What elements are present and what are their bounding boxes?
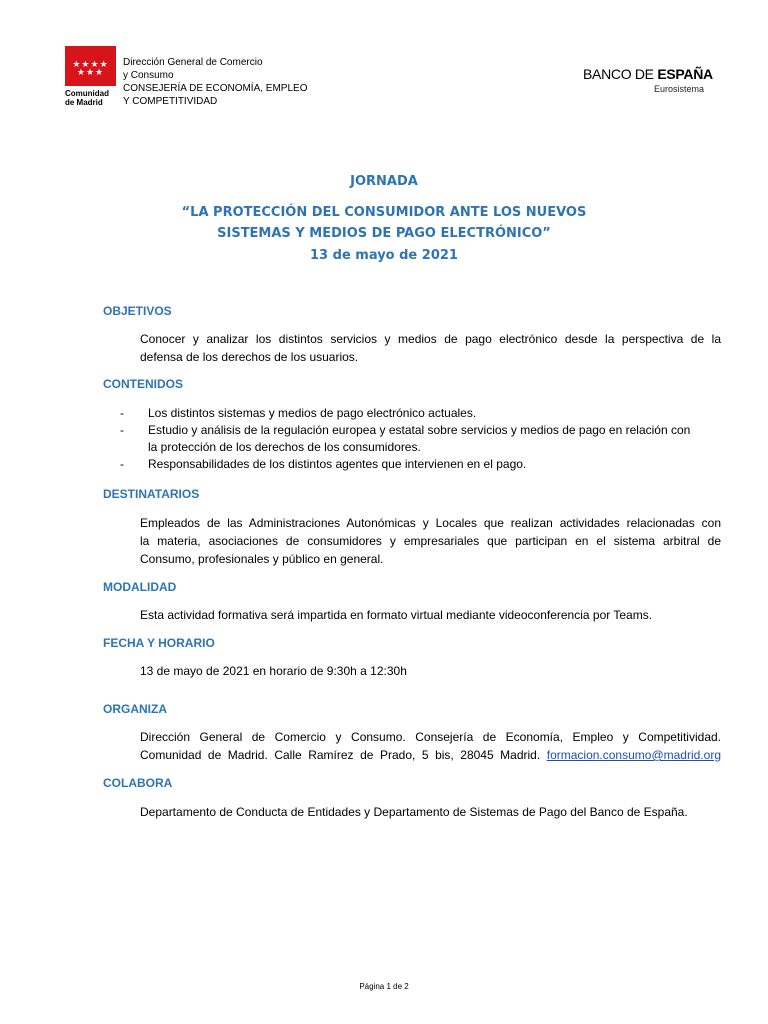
text-line: Estudio y análisis de la regulación europea y estatal sobre servicios y medios de pago en relación con [148, 423, 691, 437]
text-line: 13 de mayo de 2021 en horario de 9:30h a 12:30h [140, 664, 407, 678]
address-text: Comunidad de Madrid. Calle Ramírez de Prado, 5 bis, 28045 Madrid. [140, 748, 547, 762]
contenidos-list [120, 405, 721, 473]
organiza-text [140, 728, 721, 764]
modalidad-text [140, 606, 721, 624]
text-line: Dirección General de Comercio y Consumo. Consejería de Economía, Empleo y Competitividad. [140, 730, 721, 744]
text-line: Los distintos sistemas y medios de pago electrónico actuales. [148, 406, 477, 420]
email-link[interactable]: formacion.consumo@madrid.org [546, 748, 721, 762]
text-line: Consumo, profesionales y público en general. [140, 552, 384, 566]
header-line: Y COMPETITIVIDAD [123, 96, 218, 107]
title-line-3: SISTEMAS Y MEDIOS DE PAGO ELECTRÓNICO” [217, 226, 551, 241]
text-line: Empleados de las Administraciones Autonómicas y Locales que realizan actividades relacionadas con [140, 516, 721, 530]
header-line: y Consumo [123, 70, 174, 81]
bde-logo-sub: Eurosistema [654, 84, 705, 94]
heading-destinatarios: DESTINATARIOS [103, 487, 200, 501]
bde-logo-part-2: ESPAÑA [657, 66, 713, 82]
text-line: la materia, asociaciones de consumidores y empresariales que participan en el sistema arbitral de [140, 534, 721, 548]
text-line: la protección de los derechos de los consumidores. [148, 440, 421, 454]
heading-colabora: COLABORA [103, 776, 173, 790]
text-line: Responsabilidades de los distintos agentes que intervienen en el pago. [148, 457, 527, 471]
page-number: Página 1 de 2 [359, 982, 409, 991]
text-line: defensa de los derechos de los usuarios. [140, 350, 359, 364]
header-department [123, 56, 307, 108]
text-line: Departamento de Conducta de Entidades y Departamento de Sistemas de Pago del Banco de España. [140, 805, 688, 819]
list-item: - Estudio y análisis de la regulación europea y estatal sobre servicios y medios de pago en relación con la protección de los derechos de los consumidores. [120, 422, 721, 456]
comunidad-de-madrid-logo [65, 46, 116, 110]
madrid-logo-line-2: de Madrid [65, 98, 103, 107]
header-line: CONSEJERÍA DE ECONOMÍA, EMPLEO [123, 83, 308, 94]
banco-de-espana-logo [583, 66, 713, 94]
madrid-flag-icon: ★★★★ ★★★ [65, 46, 116, 86]
title-line-2: “LA PROTECCIÓN DEL CONSUMIDOR ANTE LOS NUEVOS [181, 205, 587, 220]
heading-contenidos: CONTENIDOS [103, 377, 184, 391]
colabora-text [140, 803, 721, 821]
bde-logo-part-1: BANCO DE [583, 66, 658, 82]
text-line: Esta actividad formativa será impartida en formato virtual mediante videoconferencia por Teams. [140, 608, 653, 622]
destinatarios-text [140, 514, 721, 568]
heading-modalidad: MODALIDAD [103, 580, 177, 594]
text-line [140, 746, 721, 764]
title-date: 13 de mayo de 2021 [310, 248, 458, 263]
list-item: - Los distintos sistemas y medios de pago electrónico actuales. [120, 405, 721, 422]
madrid-logo-line-1: Comunidad [65, 89, 109, 98]
title-jornada: JORNADA [350, 174, 418, 189]
text-line: Conocer y analizar los distintos servicios y medios de pago electrónico desde la perspectiva de la [140, 332, 721, 346]
heading-objetivos: OBJETIVOS [103, 304, 172, 318]
list-item: - Responsabilidades de los distintos agentes que intervienen en el pago. [120, 456, 721, 473]
heading-fecha-horario: FECHA Y HORARIO [103, 636, 215, 650]
objetivos-text [140, 330, 721, 366]
fecha-text [140, 662, 721, 680]
header-line: Dirección General de Comercio [123, 57, 263, 68]
heading-organiza: ORGANIZA [103, 702, 167, 716]
